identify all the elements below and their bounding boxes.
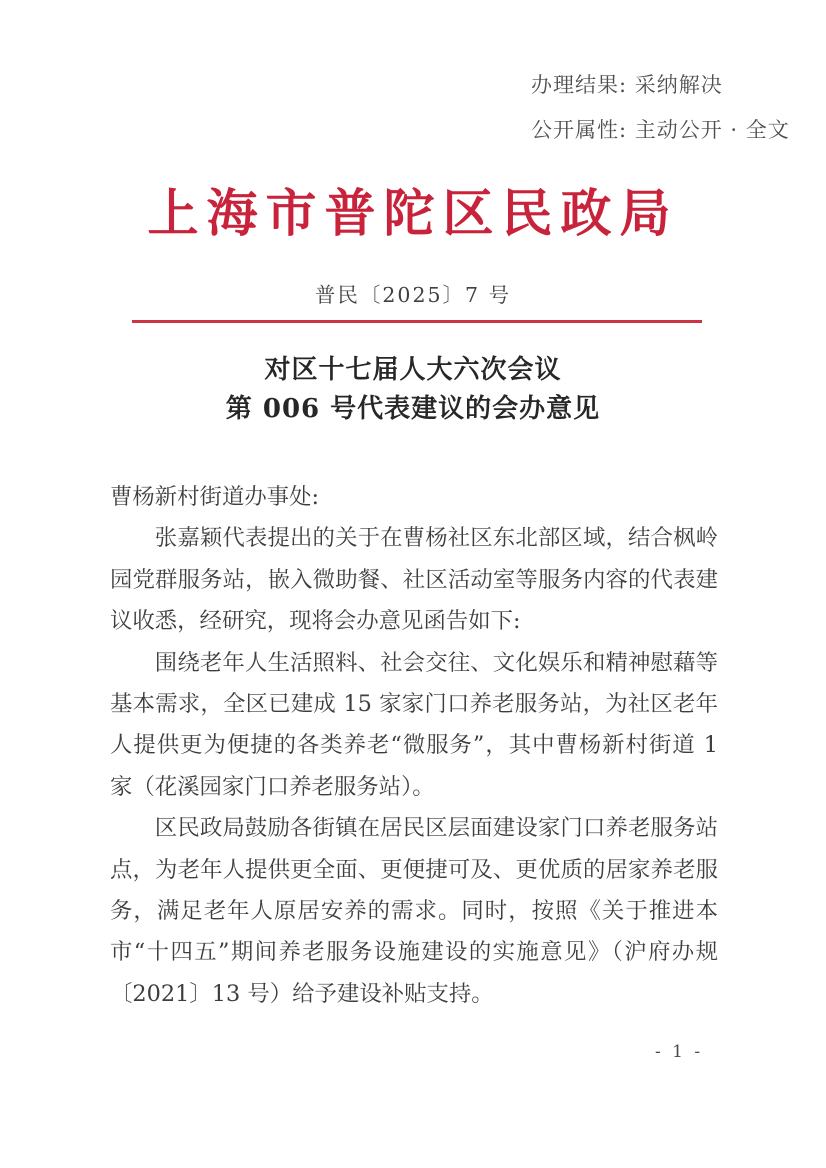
document-title-line2: 第 006 号代表建议的会办意见 [225,394,601,424]
document-title-line1: 对区十七届人大六次会议 [264,355,562,385]
body-paragraph: 围绕老年人生活照料、社会交往、文化娱乐和精神慰藉等基本需求，全区已建成 15 家家门口养老服务站，为社区老年人提供更为便捷的各类养老“微服务”，其中曹杨新村街道 1 家（花溪园家门口养老服务站）。 [110,649,718,800]
document-number: 普民〔2025〕7 号 [314,283,512,307]
publicity-attribute: 公开属性: 主动公开 · 全文 [531,118,790,142]
handling-result: 办理结果: 采纳解决 [531,73,723,97]
meta-block [531,63,790,153]
document-title [0,351,826,429]
body-paragraph: 张嘉颖代表提出的关于在曹杨社区东北部区域，结合枫岭园党群服务站，嵌入微助餐、社区活动室等服务内容的代表建议收悉，经研究，现将会办意见函告如下: [110,525,718,635]
red-divider-rule [132,320,702,323]
agency-masthead: 上海市普陀区民政局 [147,184,679,244]
salutation: 曹杨新村街道办事处: [110,484,320,510]
document-body [110,477,718,1015]
page-number: - 1 - [655,1042,704,1062]
body-paragraph: 区民政局鼓励各街镇在居民区层面建设家门口养老服务站点，为老年人提供更全面、更便捷可及、更优质的居家养老服务，满足老年人原居安养的需求。同时，按照《关于推进本市“十四五”期间养老服务设施建设的实施意见》（沪府办规〔2021〕13 号）给予建设补贴支持。 [110,815,718,1007]
